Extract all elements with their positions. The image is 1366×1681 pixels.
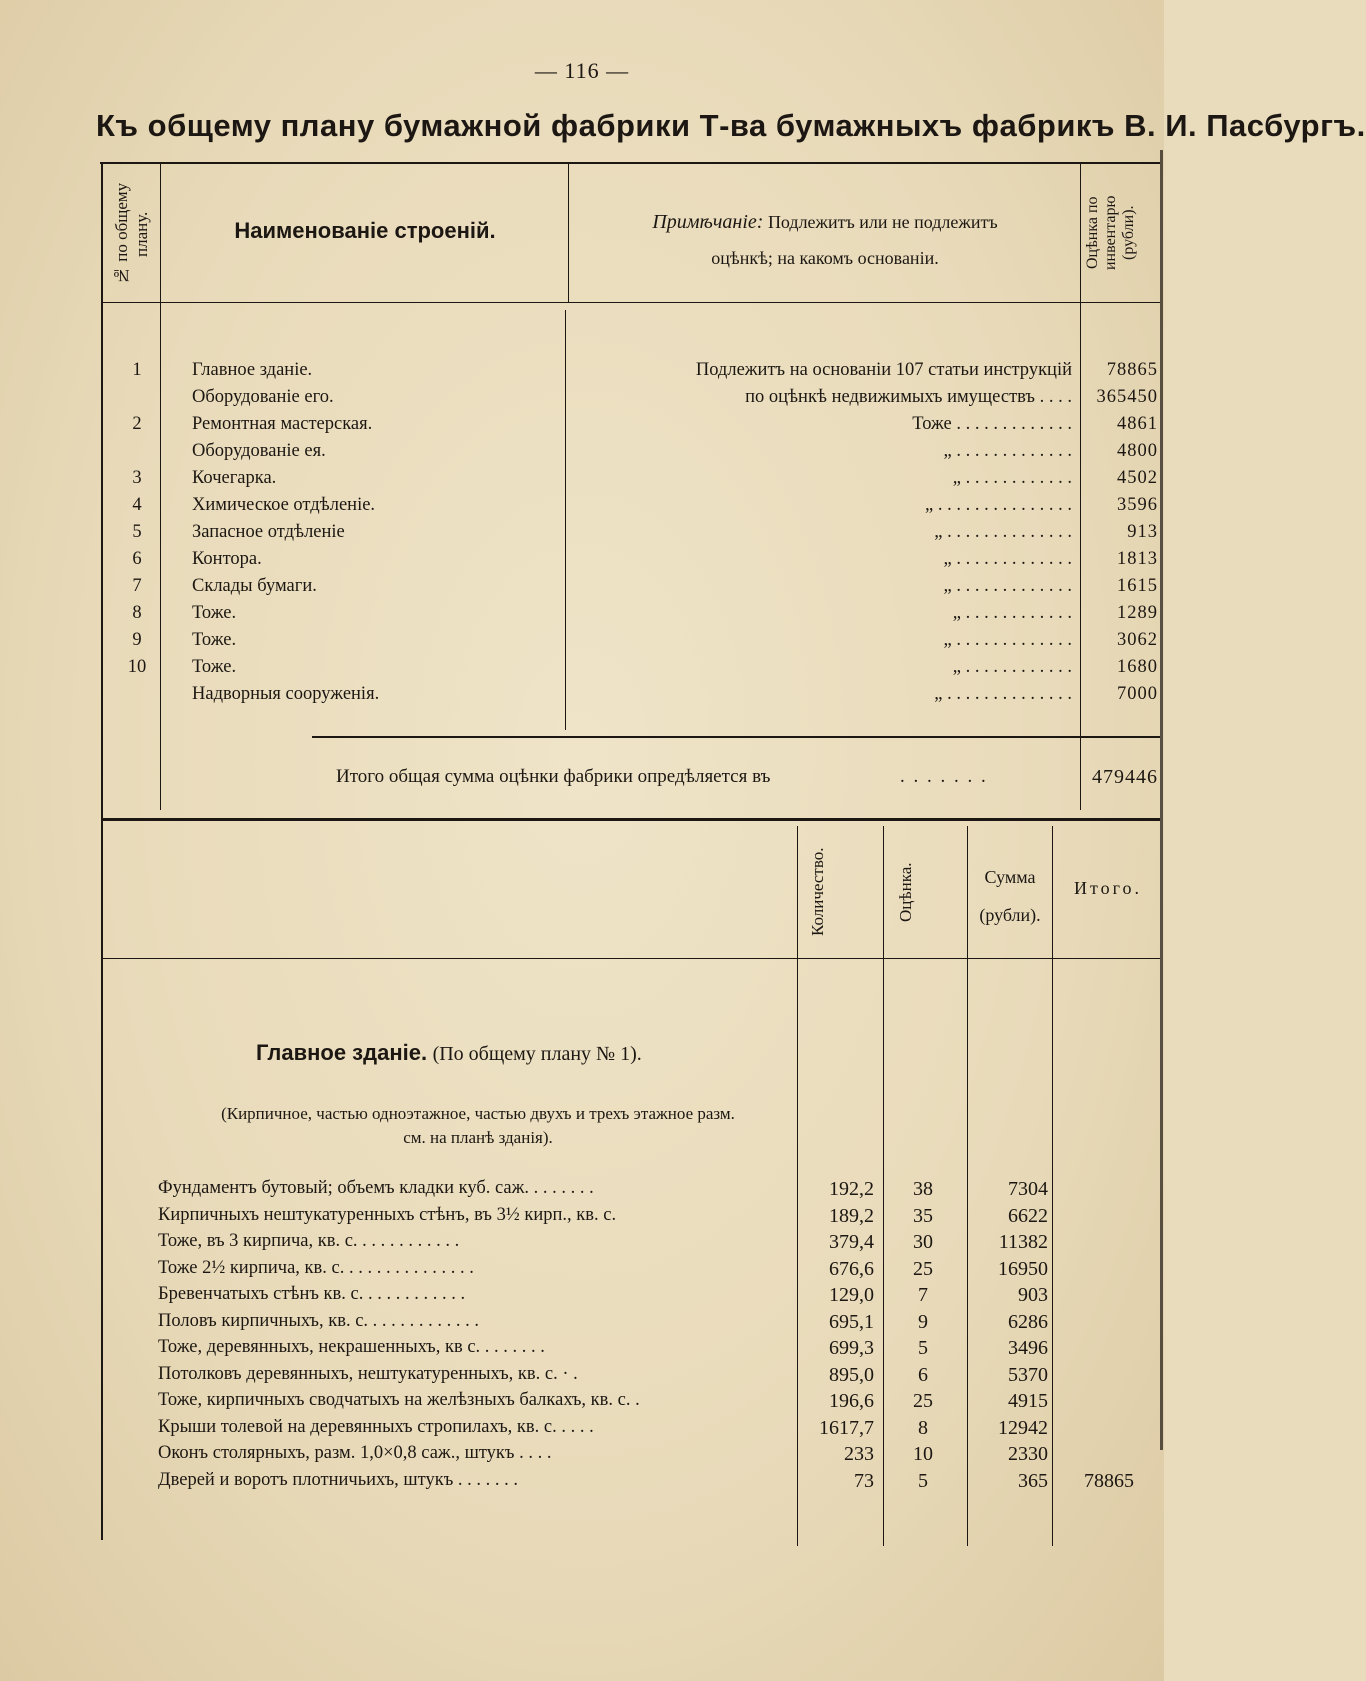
header-note-italic: Примѣчаніе: (652, 211, 764, 233)
building-value: 7000 (1117, 684, 1158, 704)
building-name: Химическое отдѣленіе. (192, 495, 376, 515)
col-divider-name (568, 164, 569, 302)
building-value: 3062 (1117, 630, 1158, 650)
item-row (0, 1337, 1164, 1364)
building-row (0, 441, 1164, 468)
lower-header-rate: Оцѣнка. (896, 862, 915, 922)
section-desc-line2: см. на планѣ зданія). (403, 1128, 553, 1147)
building-basis: „ . . . . . . . . . . . . (952, 603, 1072, 623)
lower-header-sum (968, 858, 1052, 934)
building-name: Контора. (192, 549, 262, 569)
building-basis: по оцѣнкѣ недвижимыхъ имуществъ . . . . (745, 387, 1072, 407)
building-value: 913 (1127, 522, 1158, 542)
building-value: 78865 (1106, 360, 1158, 380)
building-value: 4800 (1117, 441, 1158, 461)
item-sum: 365 (1018, 1469, 1048, 1492)
item-rate: 35 (913, 1204, 933, 1227)
building-number: 10 (127, 657, 147, 677)
building-basis: „ . . . . . . . . . . . . . (943, 630, 1072, 650)
item-row (0, 1205, 1164, 1232)
building-number: 8 (132, 603, 142, 623)
building-basis: Подлежитъ на основаніи 107 статьи инструкцій (695, 360, 1072, 380)
building-basis: „ . . . . . . . . . . . . . (943, 441, 1072, 461)
building-name: Запасное отдѣленіе (192, 522, 345, 542)
header-note (570, 204, 1080, 276)
item-name: Тоже, кирпичныхъ сводчатыхъ на желѣзныхъ балкахъ, кв. с. . (158, 1390, 640, 1410)
item-sum: 16950 (998, 1257, 1048, 1280)
building-row (0, 522, 1164, 549)
building-basis: „ . . . . . . . . . . . . . . (934, 522, 1072, 542)
header-note-line2: оцѣнкѣ; на какомъ основаніи. (711, 248, 939, 268)
item-name: Потолковъ деревянныхъ, нештукатуренныхъ, кв. с. · . (158, 1363, 578, 1384)
building-row (0, 630, 1164, 657)
building-name: Кочегарка. (192, 468, 277, 488)
item-sum: 3496 (1008, 1337, 1048, 1359)
building-value: 4502 (1117, 468, 1158, 488)
lower-header-sum-line2: (рубли). (979, 905, 1041, 925)
total-value: 479446 (1092, 766, 1158, 788)
building-row (0, 576, 1164, 603)
building-row (0, 657, 1164, 684)
building-value: 1680 (1117, 657, 1158, 677)
building-value: 1813 (1117, 549, 1158, 569)
building-number: 4 (132, 495, 142, 515)
item-quantity: 1617,7 (819, 1416, 874, 1439)
table-top-rule (100, 162, 1160, 164)
header-no: № по общему плану. (112, 182, 151, 286)
item-name: Тоже, въ 3 кирпича, кв. с. . . . . . . . . . . . (158, 1231, 460, 1251)
header-building-name: Наименованіе строеній. (234, 218, 496, 243)
building-name: Тоже. (192, 603, 237, 623)
item-name: Крыши толевой на деревянныхъ стропилахъ, кв. с. . . . . (158, 1416, 594, 1437)
building-row (0, 495, 1164, 522)
header-value: Оцѣнка по инвентарю (рубли). (1084, 195, 1137, 271)
building-value: 365450 (1096, 387, 1158, 407)
building-name: Надворныя сооруженія. (192, 684, 380, 704)
section-ref: (По общему плану № 1). (432, 1043, 642, 1065)
item-row (0, 1311, 1164, 1338)
building-row (0, 549, 1164, 576)
item-name: Фундаментъ бутовый; объемъ кладки куб. саж. . . . . . . . (158, 1178, 594, 1198)
item-quantity: 676,6 (829, 1257, 874, 1280)
item-rate: 5 (918, 1469, 928, 1492)
item-quantity: 695,1 (829, 1310, 874, 1333)
building-row (0, 414, 1164, 441)
item-quantity: 73 (854, 1469, 874, 1492)
item-rate: 10 (913, 1443, 933, 1465)
lower-header-bottom-rule (102, 958, 1160, 959)
item-rate: 9 (918, 1310, 928, 1333)
section-desc-line1: (Кирпичное, частью одноэтажное, частью двухъ и трехъ этажное разм. (221, 1104, 735, 1123)
item-quantity: 189,2 (829, 1204, 874, 1227)
building-row (0, 387, 1164, 414)
building-value: 1289 (1117, 603, 1158, 623)
total-dots: . . . . . . . (900, 766, 988, 787)
building-name: Тоже. (192, 657, 237, 677)
item-rate: 38 (913, 1178, 933, 1200)
item-row (0, 1178, 1164, 1205)
item-sum: 12942 (998, 1416, 1048, 1439)
building-number: 2 (132, 414, 142, 434)
item-sum: 11382 (998, 1231, 1048, 1253)
building-number: 9 (132, 630, 142, 650)
building-basis: „ . . . . . . . . . . . . . . . (925, 495, 1072, 515)
item-row (0, 1364, 1164, 1391)
item-sum: 6622 (1008, 1204, 1048, 1227)
building-number: 6 (132, 549, 142, 569)
item-sum: 4915 (1008, 1390, 1048, 1412)
item-name: Бревенчатыхъ стѣнъ кв. с. . . . . . . . . . . . (158, 1284, 466, 1304)
building-name: Тоже. (192, 630, 237, 650)
building-basis: „ . . . . . . . . . . . . (952, 468, 1072, 488)
building-row (0, 684, 1164, 711)
building-basis: „ . . . . . . . . . . . . . . (934, 684, 1072, 704)
item-row (0, 1443, 1164, 1470)
building-number: 5 (132, 522, 142, 542)
item-quantity: 895,0 (829, 1363, 874, 1386)
item-rate: 25 (913, 1257, 933, 1280)
lower-table-top-rule (102, 818, 1160, 821)
building-basis: „ . . . . . . . . . . . . . (943, 549, 1072, 569)
item-quantity: 192,2 (829, 1178, 874, 1200)
item-name: Тоже 2½ кирпича, кв. с. . . . . . . . . . . . . . . (158, 1257, 474, 1278)
building-basis: „ . . . . . . . . . . . . (952, 657, 1072, 677)
building-name: Главное зданіе. (192, 360, 313, 380)
item-row (0, 1284, 1164, 1311)
lower-header-sum-line1: Сумма (984, 867, 1036, 887)
item-quantity: 379,4 (829, 1231, 874, 1253)
building-number: 3 (132, 468, 142, 488)
building-value: 1615 (1117, 576, 1158, 596)
item-sum: 6286 (1008, 1310, 1048, 1333)
building-basis: „ . . . . . . . . . . . . . (943, 576, 1072, 596)
item-sum: 5370 (1008, 1363, 1048, 1386)
building-value: 3596 (1117, 495, 1158, 515)
item-rate: 6 (918, 1363, 928, 1386)
item-rate: 7 (918, 1284, 928, 1306)
building-row (0, 468, 1164, 495)
item-sum: 903 (1018, 1284, 1048, 1306)
building-number: 1 (132, 360, 142, 380)
item-name: Оконъ столярныхъ, разм. 1,0×0,8 саж., штукъ . . . . (158, 1443, 552, 1463)
item-name: Дверей и воротъ плотничьихъ, штукъ . . . . . . . (158, 1469, 519, 1490)
item-rate: 25 (913, 1390, 933, 1412)
total-label: Итого общая сумма оцѣнки фабрики опредѣляется въ (336, 766, 771, 787)
item-quantity: 233 (844, 1443, 874, 1465)
item-quantity: 699,3 (829, 1337, 874, 1359)
item-row (0, 1258, 1164, 1285)
item-row (0, 1231, 1164, 1258)
item-quantity: 196,6 (829, 1390, 874, 1412)
building-name: Ремонтная мастерская. (192, 414, 373, 434)
page-title: Къ общему плану бумажной фабрики Т-ва бумажныхъ фабрикъ В. И. Пасбургъ. (96, 108, 1366, 143)
item-row (0, 1390, 1164, 1417)
item-quantity: 129,0 (829, 1284, 874, 1306)
building-row (0, 603, 1164, 630)
item-total: 78865 (1084, 1469, 1134, 1492)
item-row (0, 1470, 1164, 1497)
building-row (0, 360, 1164, 387)
header-bottom-rule (102, 302, 1160, 303)
item-rate: 30 (913, 1231, 933, 1253)
item-row (0, 1417, 1164, 1444)
item-sum: 2330 (1008, 1443, 1048, 1465)
lower-header-qty: Количество. (808, 847, 827, 937)
total-rule (312, 736, 1160, 738)
building-name: Оборудованіе его. (192, 387, 334, 407)
header-note-line1: Подлежитъ или не подлежитъ (767, 212, 998, 232)
section-title-text: Главное зданіе. (256, 1040, 428, 1065)
item-name: Половъ кирпичныхъ, кв. с. . . . . . . . . . . . . (158, 1310, 480, 1331)
building-number: 7 (132, 576, 142, 596)
right-page-edge (1160, 150, 1163, 1450)
section-title (256, 1040, 642, 1066)
lower-header-total: Итого. (1073, 878, 1143, 898)
item-rate: 5 (918, 1337, 928, 1359)
building-value: 4861 (1117, 414, 1158, 434)
page-number: — 116 — (534, 58, 630, 83)
building-name: Оборудованіе ея. (192, 441, 326, 461)
item-name: Кирпичныхъ нештукатуренныхъ стѣнъ, въ 3½ кирп., кв. с. (158, 1204, 617, 1225)
item-sum: 7304 (1008, 1178, 1048, 1200)
building-basis: Тоже . . . . . . . . . . . . . (912, 414, 1072, 434)
building-name: Склады бумаги. (192, 576, 317, 596)
item-rate: 8 (918, 1416, 928, 1439)
item-name: Тоже, деревянныхъ, некрашенныхъ, кв с. . . . . . . . (158, 1337, 545, 1357)
